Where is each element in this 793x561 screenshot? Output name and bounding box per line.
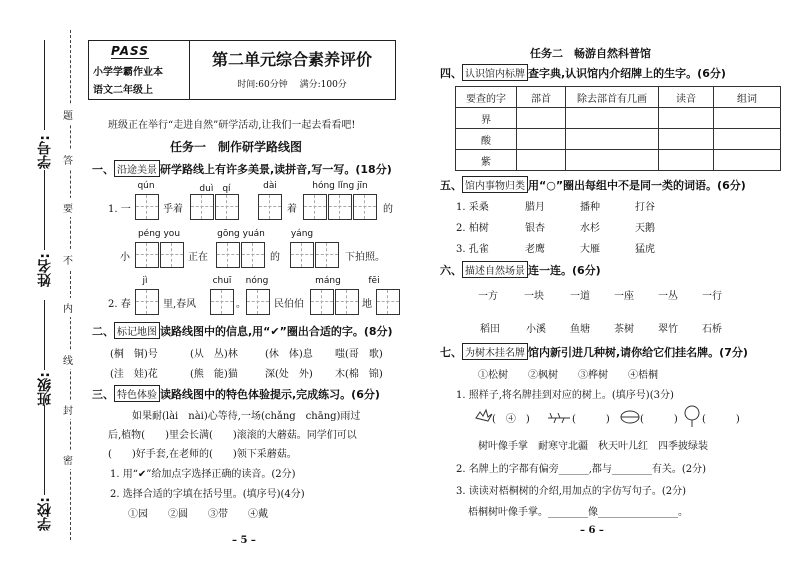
pinyin: nóng <box>245 276 269 286</box>
q2-heading <box>92 322 393 339</box>
q3-passage-line3: ( )好手套,在老师的( )领下采蘑菇。 <box>108 449 297 460</box>
maple-leaf-icon <box>476 410 492 421</box>
q7-sub3-sentence[interactable]: 梧桐树叶像手掌。________像________________。 <box>468 507 688 518</box>
pinyin: qún <box>137 181 155 191</box>
pinyin: chuī <box>212 276 232 286</box>
q6-measure-word[interactable]: 一丛 <box>658 291 678 302</box>
answer-cell[interactable] <box>714 150 781 171</box>
q6-number: 六、 <box>440 264 462 277</box>
q3-heading <box>92 385 380 402</box>
page-number-left: – 5 – <box>232 535 256 546</box>
name-tag-blank[interactable]: ( ) <box>640 414 678 425</box>
q2-option[interactable]: (桐 铜)号 <box>110 349 158 360</box>
dictionary-table <box>455 86 781 171</box>
q6-measure-word[interactable]: 一道 <box>570 291 590 302</box>
example-answer: ④ <box>505 414 516 425</box>
q1-line2-a: 小 <box>120 252 130 263</box>
q1-line2-c: 的 <box>270 252 280 263</box>
q7-sub3: 3. 读读对梧桐树的介绍,用加点的字仿写句子。(2分) <box>456 486 687 497</box>
q6-text: 连一连。(6分) <box>528 264 601 277</box>
q7-sub2: 2. 名牌上的字都有偏旁______,都与________有关。(2分) <box>456 464 707 475</box>
q2-tag: 标记地图 <box>114 322 160 339</box>
pine-branch-icon <box>548 413 570 423</box>
q5-word[interactable]: 天鹅 <box>635 223 655 234</box>
writing-box[interactable] <box>241 242 265 268</box>
q5-word[interactable]: 腊月 <box>525 202 545 213</box>
q6-heading <box>440 261 601 278</box>
q1-line1-d: 的 <box>383 204 393 215</box>
writing-box[interactable] <box>328 194 352 220</box>
bind-word: 答 <box>63 150 73 169</box>
q5-word[interactable]: 2. 柏树 <box>456 223 489 234</box>
writing-box[interactable] <box>135 289 159 315</box>
q2-option[interactable]: 木(棉 锦) <box>335 369 383 380</box>
answer-cell[interactable] <box>566 129 659 150</box>
brand-logo: PASS <box>111 44 149 58</box>
q6-measure-word[interactable]: 一座 <box>614 291 634 302</box>
task2-title: 任务二 畅游自然科普馆 <box>530 47 651 60</box>
binding-margin <box>0 0 84 561</box>
q3-passage-line2: 后,植物( )里会长满( )滚滚的大蘑菇。同学们可以 <box>108 430 357 441</box>
series-name: 小学学霸作业本 <box>93 67 163 78</box>
q6-noun[interactable]: 小溪 <box>526 324 546 335</box>
q7-text: 馆内新引进几种树,请你给它们挂名牌。(7分) <box>528 346 748 359</box>
time-label: 时间:60分钟 <box>237 80 288 90</box>
table-header-row <box>456 87 781 108</box>
q1-line1-a: 1. 一 <box>108 204 131 215</box>
q2-option[interactable]: (熊 能)猫 <box>190 369 238 380</box>
writing-box[interactable] <box>315 242 339 268</box>
table-header: 读音 <box>659 87 714 108</box>
number-line <box>44 40 45 130</box>
answer-cell[interactable] <box>517 108 566 129</box>
q5-word[interactable]: 银杏 <box>525 223 545 234</box>
name-tag-blank[interactable]: ( ) <box>702 414 740 425</box>
q7-heading <box>440 343 748 360</box>
table-header: 除去部首有几画 <box>566 87 659 108</box>
class-line <box>44 300 45 370</box>
answer-cell[interactable] <box>517 129 566 150</box>
q1-text: 研学路线上有许多美景,读拼音,写一写。(18分) <box>160 163 392 176</box>
bind-word: 题 <box>63 105 73 124</box>
q7-tag: 为树木挂名牌 <box>462 343 528 360</box>
writing-box[interactable] <box>353 194 377 220</box>
q6-measure-word[interactable]: 一块 <box>524 291 544 302</box>
q1-line3-c: 。 <box>236 299 246 310</box>
q5-word[interactable]: 猛虎 <box>635 244 655 255</box>
answer-cell[interactable] <box>714 108 781 129</box>
writing-box[interactable] <box>160 242 184 268</box>
page-number-right: – 6 – <box>580 525 604 536</box>
q2-text: 读路线图中的信息,用“✔”圈出合适的字。(8分) <box>160 325 393 338</box>
q6-measure-word[interactable]: 一行 <box>702 291 722 302</box>
pinyin: fēi <box>368 276 380 286</box>
header-brand-panel <box>89 41 190 99</box>
q3-options: ①园 ②圆 ③带 ④戴 <box>128 509 268 520</box>
pinyin: péng you <box>137 229 181 239</box>
q1-heading <box>92 160 392 177</box>
bind-word: 线 <box>63 350 73 369</box>
table-row <box>456 108 781 129</box>
q2-option[interactable]: (从 丛)林 <box>190 349 238 360</box>
q3-number: 三、 <box>92 388 114 401</box>
table-header: 要查的字 <box>456 87 517 108</box>
table-cell: 紫 <box>456 150 517 171</box>
name-tag-blank[interactable]: ( ) <box>572 414 610 425</box>
q4-tag: 认识馆内标牌 <box>462 64 528 81</box>
writing-box[interactable] <box>246 289 270 315</box>
q3-sub2: 2. 选择合适的字填在括号里。(填序号)(4分) <box>110 489 305 500</box>
q2-option[interactable]: 嗤(哥 歌) <box>335 349 383 360</box>
pinyin: máng <box>315 276 341 286</box>
q6-measure-word[interactable]: 一方 <box>478 291 498 302</box>
q6-noun[interactable]: 茶树 <box>614 324 634 335</box>
q1-number: 一、 <box>92 163 114 176</box>
q7-tree-list: ①松树 ②枫树 ③桦树 ④梧桐 <box>478 370 658 381</box>
writing-box[interactable] <box>335 289 359 315</box>
q4-text: 查字典,认识馆内介绍牌上的生字。(6分) <box>528 67 726 80</box>
name-tag-example[interactable]: ( ④ ) <box>492 414 530 425</box>
table-header: 组词 <box>714 87 781 108</box>
tree-icon <box>685 406 699 427</box>
number-label: 学号: <box>37 135 53 169</box>
school-label: 学校: <box>37 497 53 531</box>
answer-cell[interactable] <box>517 150 566 171</box>
name-line <box>44 170 45 250</box>
q7-sub1: 1. 照样子,将名牌挂到对应的树上。(填序号)(3分) <box>456 390 674 401</box>
answer-cell[interactable] <box>659 108 714 129</box>
exam-meta <box>189 77 395 90</box>
q1-line1-c: 着 <box>287 204 297 215</box>
writing-box[interactable] <box>215 194 239 220</box>
score-label: 满分:100分 <box>299 80 347 90</box>
writing-box[interactable] <box>135 242 159 268</box>
table-cell: 酸 <box>456 129 517 150</box>
q3-text: 读路线图中的特色体验提示,完成练习。(6分) <box>160 388 380 401</box>
pinyin: gōng yuán <box>217 229 265 239</box>
q6-noun[interactable]: 石桥 <box>702 324 722 335</box>
q1-tag: 沿途美景 <box>114 160 160 177</box>
q5-tag: 馆内事物归类 <box>462 176 528 193</box>
writing-box[interactable] <box>190 194 214 220</box>
pinyin: jì <box>142 276 148 286</box>
writing-box[interactable] <box>290 242 314 268</box>
q5-word[interactable]: 3. 孔雀 <box>456 244 489 255</box>
q5-heading <box>440 176 746 193</box>
page-title: 第二单元综合素养评价 <box>211 50 372 69</box>
writing-box[interactable] <box>216 242 240 268</box>
header-box <box>88 40 396 100</box>
table-row <box>456 150 781 171</box>
q2-option[interactable]: (洼 娃)花 <box>110 369 158 380</box>
q1-line3-a: 2. 春 <box>108 299 131 310</box>
name-label: 姓名: <box>37 253 53 287</box>
q5-word[interactable]: 老鹰 <box>525 244 545 255</box>
class-label: 班级: <box>37 372 53 406</box>
q1-line3-e: 地 <box>362 299 372 310</box>
answer-cell[interactable] <box>714 129 781 150</box>
q2-option[interactable]: 深(处 外) <box>265 369 313 380</box>
q5-text: 用“○”圈出每组中不是同一类的词语。(6分) <box>528 179 746 192</box>
writing-box[interactable] <box>135 194 159 220</box>
q6-noun[interactable]: 稻田 <box>480 324 500 335</box>
q7-number: 七、 <box>440 346 462 359</box>
q5-word[interactable]: 播种 <box>580 202 600 213</box>
q5-word[interactable]: 1. 采桑 <box>456 202 489 213</box>
q4-number: 四、 <box>440 67 462 80</box>
q4-heading <box>440 64 726 81</box>
q3-passage-line1: 如果耐(lài nài)心等待,一场(chǎng chāng)雨过 <box>132 411 361 422</box>
writing-box[interactable] <box>310 289 334 315</box>
q1-line3-b: 里,春风 <box>163 299 197 310</box>
bind-word: 封 <box>63 400 73 419</box>
q2-option[interactable]: (休 体)息 <box>265 349 313 360</box>
task1-title: 任务一 制作研学路线图 <box>170 140 303 154</box>
school-line <box>44 405 45 495</box>
answer-cell[interactable] <box>566 108 659 129</box>
table-row <box>456 129 781 150</box>
q1-line3-d: 民伯伯 <box>274 299 304 310</box>
pinyin: dài <box>263 181 277 191</box>
q1-line2-b: 正在 <box>188 252 208 263</box>
q3-tag: 特色体验 <box>114 385 160 402</box>
q2-number: 二、 <box>92 325 114 338</box>
q7-captions: 树叶像手掌 耐寒守北疆 秋天叶儿红 四季披绿装 <box>478 441 708 452</box>
writing-box[interactable] <box>303 194 327 220</box>
bind-word: 内 <box>63 298 73 317</box>
table-cell: 界 <box>456 108 517 129</box>
answer-cell[interactable] <box>566 150 659 171</box>
q5-number: 五、 <box>440 179 462 192</box>
q6-noun[interactable]: 鱼塘 <box>570 324 590 335</box>
pinyin: duì qí <box>199 184 231 194</box>
q6-tag: 描述自然场景 <box>462 261 528 278</box>
q1-line1-b: 乎着 <box>163 204 183 215</box>
q3-sub1: 1. 用“✔”给加点字选择正确的读音。(2分) <box>110 469 296 480</box>
birch-leaf-icon <box>621 411 639 423</box>
writing-box[interactable] <box>376 289 400 315</box>
q5-word[interactable]: 打谷 <box>635 202 655 213</box>
bind-word: 密 <box>63 450 73 469</box>
answer-cell[interactable] <box>659 150 714 171</box>
writing-box[interactable] <box>258 194 282 220</box>
q5-word[interactable]: 水杉 <box>580 223 600 234</box>
q5-word[interactable]: 大雁 <box>580 244 600 255</box>
bind-word: 不 <box>63 250 73 269</box>
table-header: 部首 <box>517 87 566 108</box>
pinyin: hóng lǐng jīn <box>312 181 368 191</box>
bind-word: 要 <box>63 198 73 217</box>
answer-cell[interactable] <box>659 129 714 150</box>
q6-noun[interactable]: 翠竹 <box>658 324 678 335</box>
writing-box[interactable] <box>210 289 234 315</box>
q1-line2-d: 下拍照。 <box>345 252 385 263</box>
intro-text: 班级正在举行“走进自然”研学活动,让我们一起去看看吧! <box>108 120 356 131</box>
grade-name: 语文二年级上 <box>93 85 153 96</box>
pinyin: yáng <box>290 229 314 239</box>
